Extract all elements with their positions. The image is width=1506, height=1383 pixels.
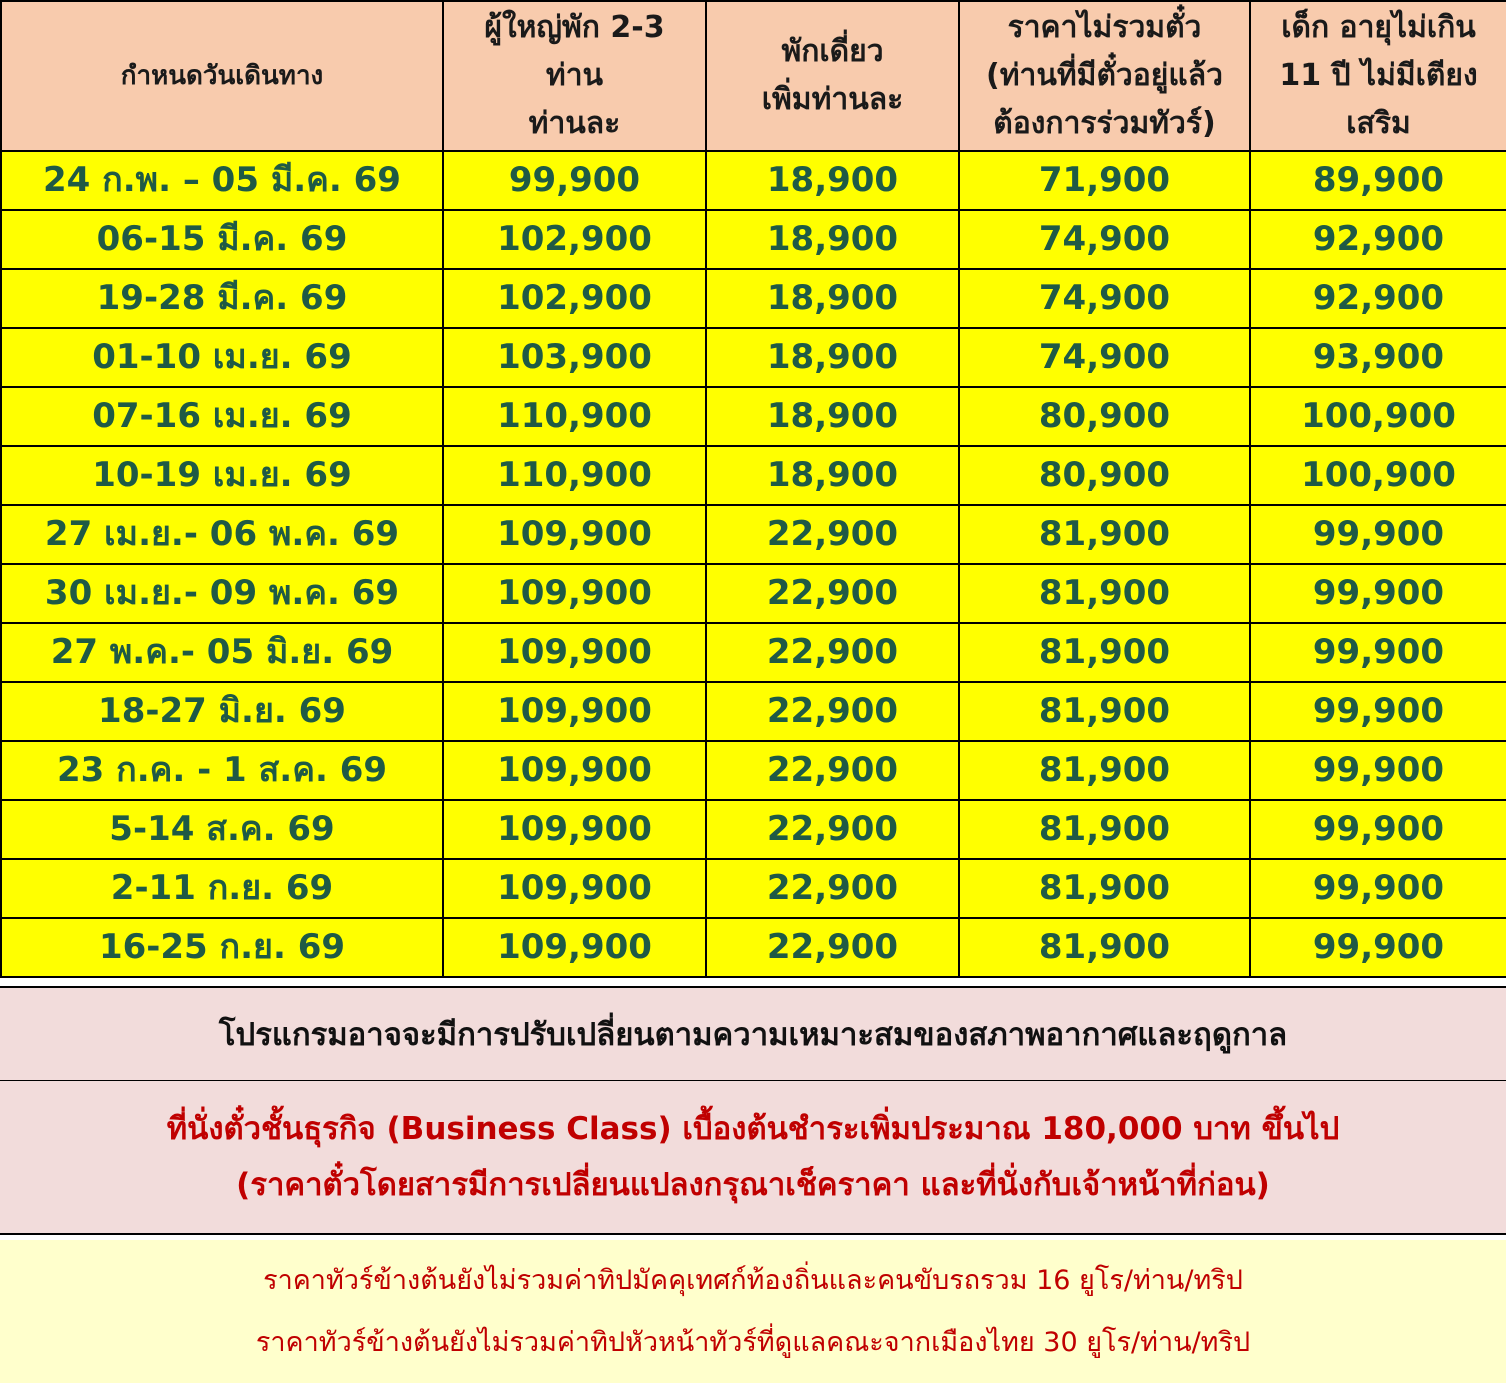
- adult-price-cell: 110,900: [443, 387, 706, 446]
- travel-date-cell: 16-25 ก.ย. 69: [1, 918, 443, 977]
- child-price-cell: 99,900: [1250, 623, 1506, 682]
- table-row: [1, 741, 1506, 800]
- adult-price-cell: 109,900: [443, 800, 706, 859]
- no-ticket-price-cell: 81,900: [959, 564, 1250, 623]
- price-rows: [1, 151, 1506, 977]
- child-price-cell: 100,900: [1250, 446, 1506, 505]
- adult-price-cell: 109,900: [443, 918, 706, 977]
- single-supplement-cell: 22,900: [706, 564, 959, 623]
- child-price-cell: 99,900: [1250, 859, 1506, 918]
- no-ticket-price-cell: 74,900: [959, 269, 1250, 328]
- adult-price-cell: 109,900: [443, 564, 706, 623]
- table-row: [1, 859, 1506, 918]
- no-ticket-price-cell: 81,900: [959, 800, 1250, 859]
- single-supplement-cell: 22,900: [706, 682, 959, 741]
- travel-date-cell: 10-19 เม.ย. 69: [1, 446, 443, 505]
- table-row: [1, 446, 1506, 505]
- travel-date-cell: 24 ก.พ. – 05 มี.ค. 69: [1, 151, 443, 210]
- tip-tour-leader-text: ราคาทัวร์ข้างต้นยังไม่รวมค่าทิปหัวหน้าทัวร์ที่ดูแลคณะจากเมืองไทย 30 ยูโร/ท่าน/ทริป: [255, 1326, 1251, 1358]
- adult-price-cell: 109,900: [443, 859, 706, 918]
- header-child-price: เด็ก อายุไม่เกิน 11 ปี ไม่มีเตียง เสริม: [1250, 1, 1506, 151]
- single-supplement-cell: 22,900: [706, 800, 959, 859]
- header-travel-date: กำหนดวันเดินทาง: [1, 1, 443, 151]
- table-header-row: [1, 1, 1506, 151]
- child-price-cell: 99,900: [1250, 505, 1506, 564]
- single-supplement-cell: 18,900: [706, 446, 959, 505]
- child-price-cell: 99,900: [1250, 741, 1506, 800]
- table-row: [1, 505, 1506, 564]
- table-row: [1, 269, 1506, 328]
- child-price-cell: 99,900: [1250, 918, 1506, 977]
- single-supplement-cell: 18,900: [706, 151, 959, 210]
- travel-date-cell: 27 เม.ย.- 06 พ.ค. 69: [1, 505, 443, 564]
- travel-date-cell: 19-28 มี.ค. 69: [1, 269, 443, 328]
- single-supplement-cell: 18,900: [706, 387, 959, 446]
- program-change-note: [0, 986, 1506, 1083]
- single-supplement-cell: 22,900: [706, 505, 959, 564]
- single-supplement-cell: 22,900: [706, 918, 959, 977]
- table-row: [1, 151, 1506, 210]
- child-price-cell: 100,900: [1250, 387, 1506, 446]
- adult-price-cell: 109,900: [443, 623, 706, 682]
- travel-date-cell: 07-16 เม.ย. 69: [1, 387, 443, 446]
- no-ticket-price-cell: 74,900: [959, 210, 1250, 269]
- header-single-supplement: พักเดี่ยว เพิ่มท่านละ: [706, 1, 959, 151]
- header-adult-price: ผู้ใหญ่พัก 2-3 ท่าน ท่านละ: [443, 1, 706, 151]
- table-row: [1, 918, 1506, 977]
- travel-date-cell: 27 พ.ค.- 05 มิ.ย. 69: [1, 623, 443, 682]
- child-price-cell: 89,900: [1250, 151, 1506, 210]
- no-ticket-price-cell: 80,900: [959, 387, 1250, 446]
- tip-guide-driver-text: ราคาทัวร์ข้างต้นยังไม่รวมค่าทิปมัคคุเทศก์ท้องถิ่นและคนขับรถรวม 16 ยูโร/ท่าน/ทริป: [263, 1264, 1243, 1296]
- adult-price-cell: 109,900: [443, 741, 706, 800]
- business-class-note: [0, 1081, 1506, 1235]
- single-supplement-cell: 18,900: [706, 328, 959, 387]
- single-supplement-cell: 22,900: [706, 859, 959, 918]
- single-supplement-cell: 22,900: [706, 741, 959, 800]
- business-class-text: ที่นั่งตั๋วชั้นธุรกิจ (Business Class) เบื้องต้นชำระเพิ่มประมาณ 180,000 บาท ขึ้นไป: [166, 1111, 1340, 1147]
- table-row: [1, 682, 1506, 741]
- table-row: [1, 387, 1506, 446]
- child-price-cell: 99,900: [1250, 800, 1506, 859]
- no-ticket-price-cell: 80,900: [959, 446, 1250, 505]
- single-supplement-cell: 18,900: [706, 269, 959, 328]
- child-price-cell: 92,900: [1250, 210, 1506, 269]
- adult-price-cell: 109,900: [443, 505, 706, 564]
- program-change-text: โปรแกรมอาจจะมีการปรับเปลี่ยนตามความเหมาะสมของสภาพอากาศและฤดูกาล: [218, 1017, 1288, 1053]
- no-ticket-price-cell: 81,900: [959, 682, 1250, 741]
- child-price-cell: 99,900: [1250, 682, 1506, 741]
- no-ticket-price-cell: 81,900: [959, 741, 1250, 800]
- tips-note: [0, 1240, 1506, 1383]
- table-row: [1, 328, 1506, 387]
- no-ticket-price-cell: 71,900: [959, 151, 1250, 210]
- adult-price-cell: 110,900: [443, 446, 706, 505]
- child-price-cell: 93,900: [1250, 328, 1506, 387]
- no-ticket-price-cell: 74,900: [959, 328, 1250, 387]
- travel-date-cell: 30 เม.ย.- 09 พ.ค. 69: [1, 564, 443, 623]
- table-row: [1, 623, 1506, 682]
- no-ticket-price-cell: 81,900: [959, 859, 1250, 918]
- no-ticket-price-cell: 81,900: [959, 918, 1250, 977]
- adult-price-cell: 99,900: [443, 151, 706, 210]
- no-ticket-price-cell: 81,900: [959, 623, 1250, 682]
- travel-date-cell: 23 ก.ค. - 1 ส.ค. 69: [1, 741, 443, 800]
- adult-price-cell: 102,900: [443, 210, 706, 269]
- ticket-price-change-text: (ราคาตั๋วโดยสารมีการเปลี่ยนแปลงกรุณาเช็คราคา และที่นั่งกับเจ้าหน้าที่ก่อน): [236, 1167, 1270, 1203]
- travel-date-cell: 5-14 ส.ค. 69: [1, 800, 443, 859]
- travel-date-cell: 06-15 มี.ค. 69: [1, 210, 443, 269]
- child-price-cell: 99,900: [1250, 564, 1506, 623]
- table-row: [1, 800, 1506, 859]
- adult-price-cell: 109,900: [443, 682, 706, 741]
- travel-date-cell: 01-10 เม.ย. 69: [1, 328, 443, 387]
- no-ticket-price-cell: 81,900: [959, 505, 1250, 564]
- single-supplement-cell: 22,900: [706, 623, 959, 682]
- single-supplement-cell: 18,900: [706, 210, 959, 269]
- table-row: [1, 210, 1506, 269]
- travel-date-cell: 18-27 มิ.ย. 69: [1, 682, 443, 741]
- header-no-ticket-price: ราคาไม่รวมตั๋ว (ท่านที่มีตั๋วอยู่แล้ว ต้องการร่วมทัวร์): [959, 1, 1250, 151]
- table-row: [1, 564, 1506, 623]
- travel-date-cell: 2-11 ก.ย. 69: [1, 859, 443, 918]
- adult-price-cell: 103,900: [443, 328, 706, 387]
- child-price-cell: 92,900: [1250, 269, 1506, 328]
- adult-price-cell: 102,900: [443, 269, 706, 328]
